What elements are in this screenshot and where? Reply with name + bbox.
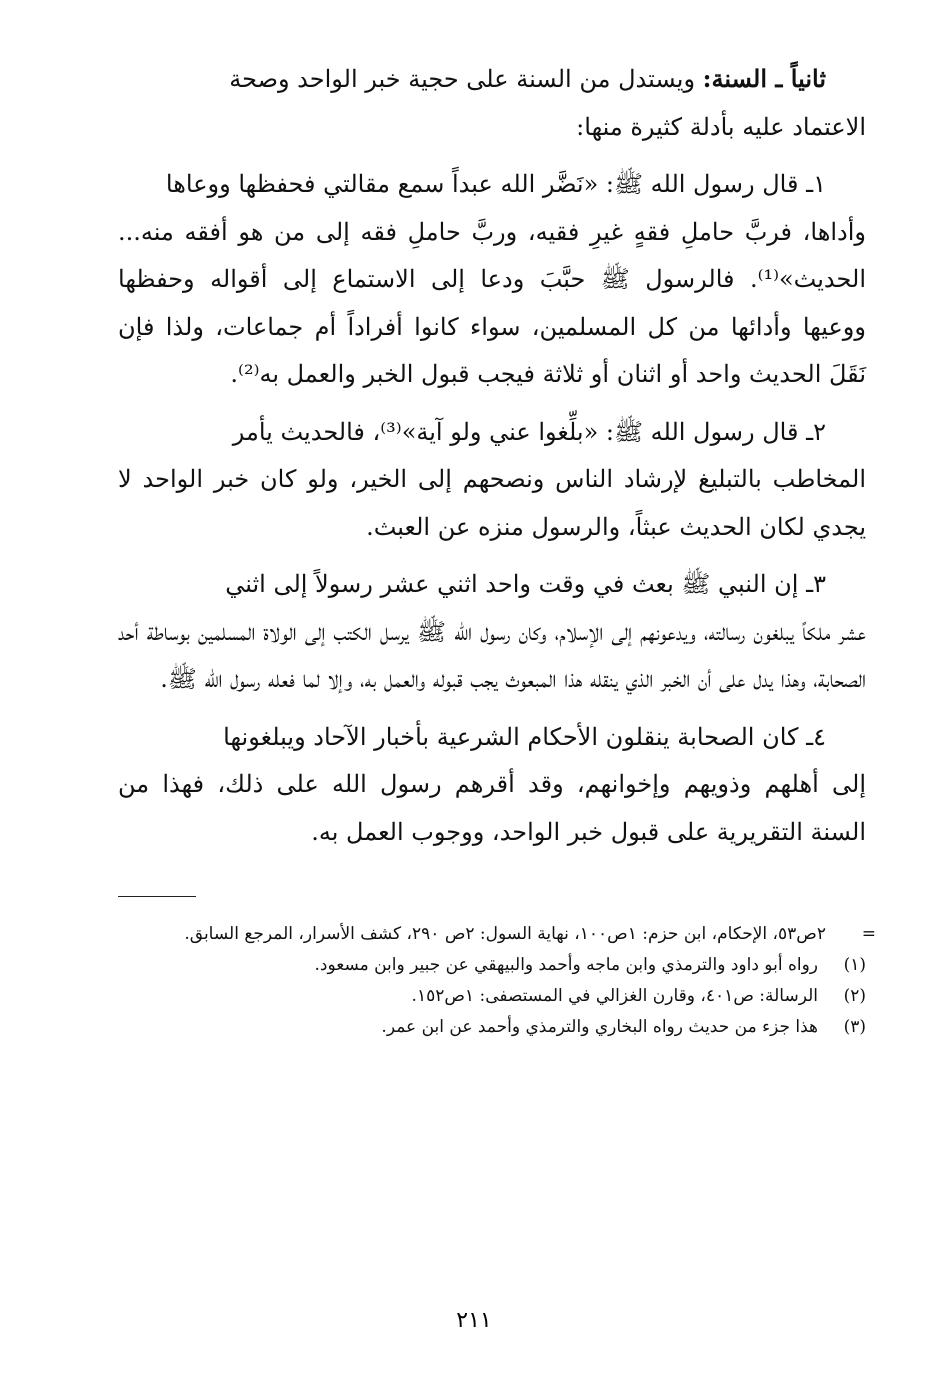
paragraph-evidence-4: [118, 714, 866, 857]
paragraph-evidence-2: [118, 409, 866, 552]
footnote-1: [118, 950, 866, 981]
paragraph-first-line: ٢ـ قال رسول الله ﷺ: «بلِّغوا عني ولو آية»⁽³⁾، فالحديث يأمر: [232, 417, 826, 446]
continuation-mark: =: [861, 924, 876, 944]
paragraph-text: عشر ملكاً يبلغون رسالته، ويدعونهم إلى الإسلام، وكان رسول الله ﷺ يرسل الكتب إلى الولاة المسلمين بوساطة أحد الصحابة، وهذا يدل على أن الخبر الذي ينقله هذا المبعوث يجب قبوله والعمل به، وإلا لما فعله رسول الله ﷺ.: [118, 617, 866, 693]
paragraph-text: الاعتماد عليه بأدلة كثيرة منها:: [576, 112, 866, 141]
footnote-text: رواه أبو داود والترمذي وابن ماجه وأحمد والبيهقي عن جبير وابن مسعود.: [314, 955, 818, 975]
section-heading: ثانياً ـ السنة:: [702, 64, 826, 93]
paragraph-text: إلى أهلهم وذويهم وإخوانهم، وقد أقرهم رسول الله على ذلك، فهذا من السنة التقريرية على قبول خبر الواحد، ووجوب العمل به.: [118, 770, 866, 846]
paragraph-text: المخاطب بالتبليغ لإرشاد الناس ونصحهم إلى الخير، ولو كان خبر الواحد لا يجدي لكان الحديث عبثاً، والرسول منزه عن العبث.: [118, 465, 866, 541]
paragraph-sunnah-intro: [118, 55, 866, 151]
footnote-number: (٢): [843, 986, 866, 1006]
paragraph-first-line: ويستدل من السنة على حجية خبر الواحد وصحة: [229, 65, 703, 93]
paragraph-first-line: ٣ـ إن النبي ﷺ بعث في وقت واحد اثني عشر رسولاً إلى اثني: [225, 570, 826, 598]
footnote-text: ٢ص٥٣، الإحكام، ابن حزم: ١ص١٠٠، نهاية السول: ٢ص ٢٩٠، كشف الأسرار، المرجع السابق.: [184, 924, 826, 944]
footnote-continuation: [118, 919, 876, 950]
footnote-text: هذا جزء من حديث رواه البخاري والترمذي وأحمد عن ابن عمر.: [381, 1017, 818, 1037]
footnote-number: (١): [843, 955, 866, 975]
footnote-2: [118, 981, 866, 1012]
paragraph-evidence-3: [118, 561, 866, 704]
paragraph-first-line: ٤ـ كان الصحابة ينقلون الأحكام الشرعية بأخبار الآحاد ويبلغونها: [223, 722, 826, 751]
footnote-3: [118, 1012, 866, 1043]
paragraph-first-line: ١ـ قال رسول الله ﷺ: «نَضَّر الله عبداً سمع مقالتي فحفظها ووعاها: [165, 170, 826, 198]
footnote-divider: [118, 896, 196, 897]
paragraph-text: وأداها، فربَّ حاملِ فقهٍ غيرِ فقيه، وربَّ حاملِ فقه إلى من هو أفقه منه... الحديث»⁽¹⁾. فالرسول ﷺ حبَّبَ ودعا إلى الاستماع إلى أقواله وحفظها ووعيها وأدائها من كل المسلمين، سواء كانوا أفراداً أم جماعات، ولذا فإن نَقَلَ الحديث واحد أو اثنان أو ثلاثة فيجب قبول الخبر والعمل به⁽²⁾.: [118, 217, 866, 388]
footnote-text: الرسالة: ص٤٠١، وقارن الغزالي في المستصفى: ١ص١٥٢.: [411, 986, 818, 1006]
paragraph-evidence-1: [118, 161, 866, 399]
footnotes: [118, 919, 876, 1043]
page-number: ٢١١: [456, 1307, 492, 1332]
footnote-number: (٣): [843, 1017, 866, 1037]
